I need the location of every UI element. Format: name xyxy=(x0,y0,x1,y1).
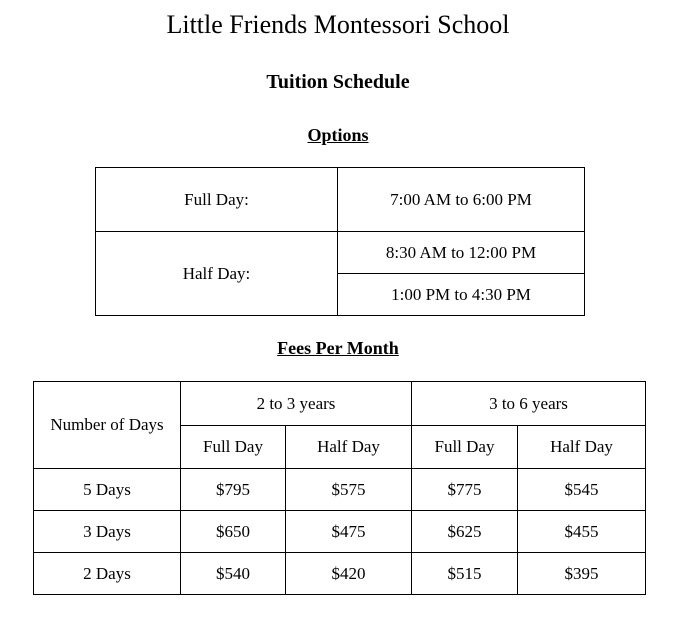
schedule-subtitle: Tuition Schedule xyxy=(266,71,410,93)
half-day-morning-time: 8:30 AM to 12:00 PM xyxy=(338,232,585,274)
days-cell: 5 Days xyxy=(34,469,181,511)
age-group-3-to-6-header: 3 to 6 years xyxy=(412,382,646,426)
header-row xyxy=(34,382,646,426)
fees-table xyxy=(33,381,646,595)
table-row xyxy=(96,168,585,232)
fees-heading: Fees Per Month xyxy=(277,338,399,358)
days-cell: 2 Days xyxy=(34,553,181,595)
half-day-label: Half Day: xyxy=(96,232,338,316)
fee-cell: $395 xyxy=(518,553,646,595)
fee-cell: $625 xyxy=(412,511,518,553)
column-header: Full Day xyxy=(412,426,518,469)
column-header: Half Day xyxy=(518,426,646,469)
table-row xyxy=(96,232,585,274)
table-row xyxy=(34,553,646,595)
fee-cell: $545 xyxy=(518,469,646,511)
fee-cell: $420 xyxy=(286,553,412,595)
fee-cell: $540 xyxy=(181,553,286,595)
options-heading: Options xyxy=(307,125,369,145)
fee-cell: $575 xyxy=(286,469,412,511)
full-day-time: 7:00 AM to 6:00 PM xyxy=(338,168,585,232)
number-of-days-header: Number of Days xyxy=(34,382,181,469)
table-row xyxy=(34,511,646,553)
fee-cell: $775 xyxy=(412,469,518,511)
table-row xyxy=(34,469,646,511)
fee-cell: $515 xyxy=(412,553,518,595)
days-cell: 3 Days xyxy=(34,511,181,553)
half-day-afternoon-time: 1:00 PM to 4:30 PM xyxy=(338,274,585,316)
column-header: Half Day xyxy=(286,426,412,469)
school-title: Little Friends Montessori School xyxy=(166,10,510,39)
fee-cell: $475 xyxy=(286,511,412,553)
full-day-label: Full Day: xyxy=(96,168,338,232)
fee-cell: $650 xyxy=(181,511,286,553)
fee-cell: $795 xyxy=(181,469,286,511)
fee-cell: $455 xyxy=(518,511,646,553)
options-table xyxy=(95,167,585,316)
column-header: Full Day xyxy=(181,426,286,469)
age-group-2-to-3-header: 2 to 3 years xyxy=(181,382,412,426)
